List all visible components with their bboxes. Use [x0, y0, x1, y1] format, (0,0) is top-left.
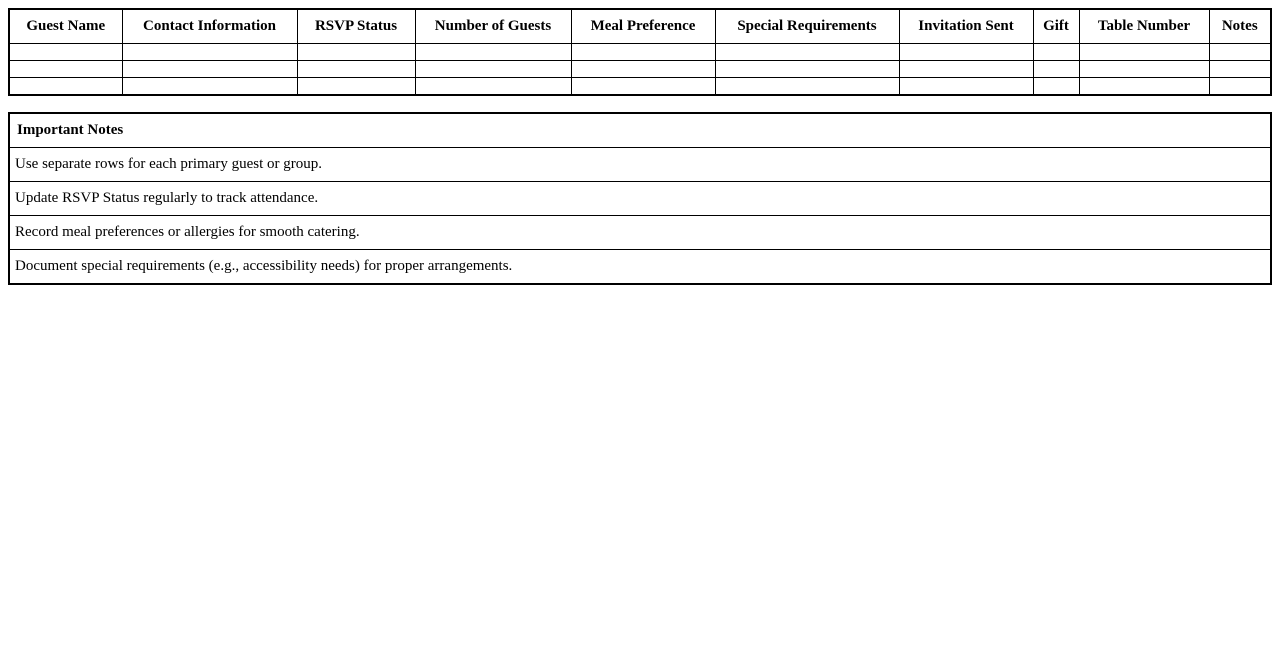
column-header-meal-preference: Meal Preference: [571, 9, 715, 44]
empty-cell-special-requirements: [715, 61, 899, 78]
empty-cell-guest-name: [9, 44, 122, 61]
column-header-contact-information: Contact Information: [122, 9, 297, 44]
note-item: Update RSVP Status regularly to track attendance.: [9, 182, 1271, 216]
empty-cell-special-requirements: [715, 44, 899, 61]
empty-cell-contact-information: [122, 44, 297, 61]
empty-cell-invitation-sent: [899, 44, 1033, 61]
guest-table-header-row: [9, 9, 1271, 44]
empty-cell-invitation-sent: [899, 61, 1033, 78]
important-notes-row: [9, 216, 1271, 250]
empty-cell-gift: [1033, 78, 1079, 96]
guest-list-table: [8, 8, 1272, 96]
empty-cell-meal-preference: [571, 61, 715, 78]
empty-cell-meal-preference: [571, 78, 715, 96]
empty-cell-table-number: [1079, 61, 1209, 78]
empty-cell-number-of-guests: [415, 44, 571, 61]
column-header-invitation-sent: Invitation Sent: [899, 9, 1033, 44]
column-header-table-number: Table Number: [1079, 9, 1209, 44]
empty-cell-contact-information: [122, 61, 297, 78]
empty-cell-gift: [1033, 61, 1079, 78]
note-item: Use separate rows for each primary guest or group.: [9, 148, 1271, 182]
empty-cell-rsvp-status: [297, 44, 415, 61]
guest-table-empty-row: [9, 44, 1271, 61]
empty-cell-notes: [1209, 61, 1271, 78]
empty-cell-guest-name: [9, 61, 122, 78]
important-notes-row: [9, 148, 1271, 182]
important-notes-title: Important Notes: [9, 113, 1271, 148]
column-header-notes: Notes: [1209, 9, 1271, 44]
column-header-number-of-guests: Number of Guests: [415, 9, 571, 44]
guest-table-empty-row: [9, 78, 1271, 96]
empty-cell-contact-information: [122, 78, 297, 96]
note-item: Record meal preferences or allergies for smooth catering.: [9, 216, 1271, 250]
column-header-special-requirements: Special Requirements: [715, 9, 899, 44]
note-item: Document special requirements (e.g., accessibility needs) for proper arrangements.: [9, 250, 1271, 285]
empty-cell-gift: [1033, 44, 1079, 61]
empty-cell-table-number: [1079, 44, 1209, 61]
column-header-rsvp-status: RSVP Status: [297, 9, 415, 44]
empty-cell-number-of-guests: [415, 78, 571, 96]
empty-cell-meal-preference: [571, 44, 715, 61]
empty-cell-guest-name: [9, 78, 122, 96]
column-header-gift: Gift: [1033, 9, 1079, 44]
important-notes-row: [9, 182, 1271, 216]
empty-cell-invitation-sent: [899, 78, 1033, 96]
empty-cell-notes: [1209, 44, 1271, 61]
column-header-guest-name: Guest Name: [9, 9, 122, 44]
important-notes-table: [8, 112, 1272, 285]
empty-cell-number-of-guests: [415, 61, 571, 78]
important-notes-header-row: [9, 113, 1271, 148]
empty-cell-rsvp-status: [297, 78, 415, 96]
document-page: [0, 0, 1278, 293]
empty-cell-special-requirements: [715, 78, 899, 96]
guest-table-empty-row: [9, 61, 1271, 78]
important-notes-row: [9, 250, 1271, 285]
empty-cell-notes: [1209, 78, 1271, 96]
empty-cell-table-number: [1079, 78, 1209, 96]
empty-cell-rsvp-status: [297, 61, 415, 78]
